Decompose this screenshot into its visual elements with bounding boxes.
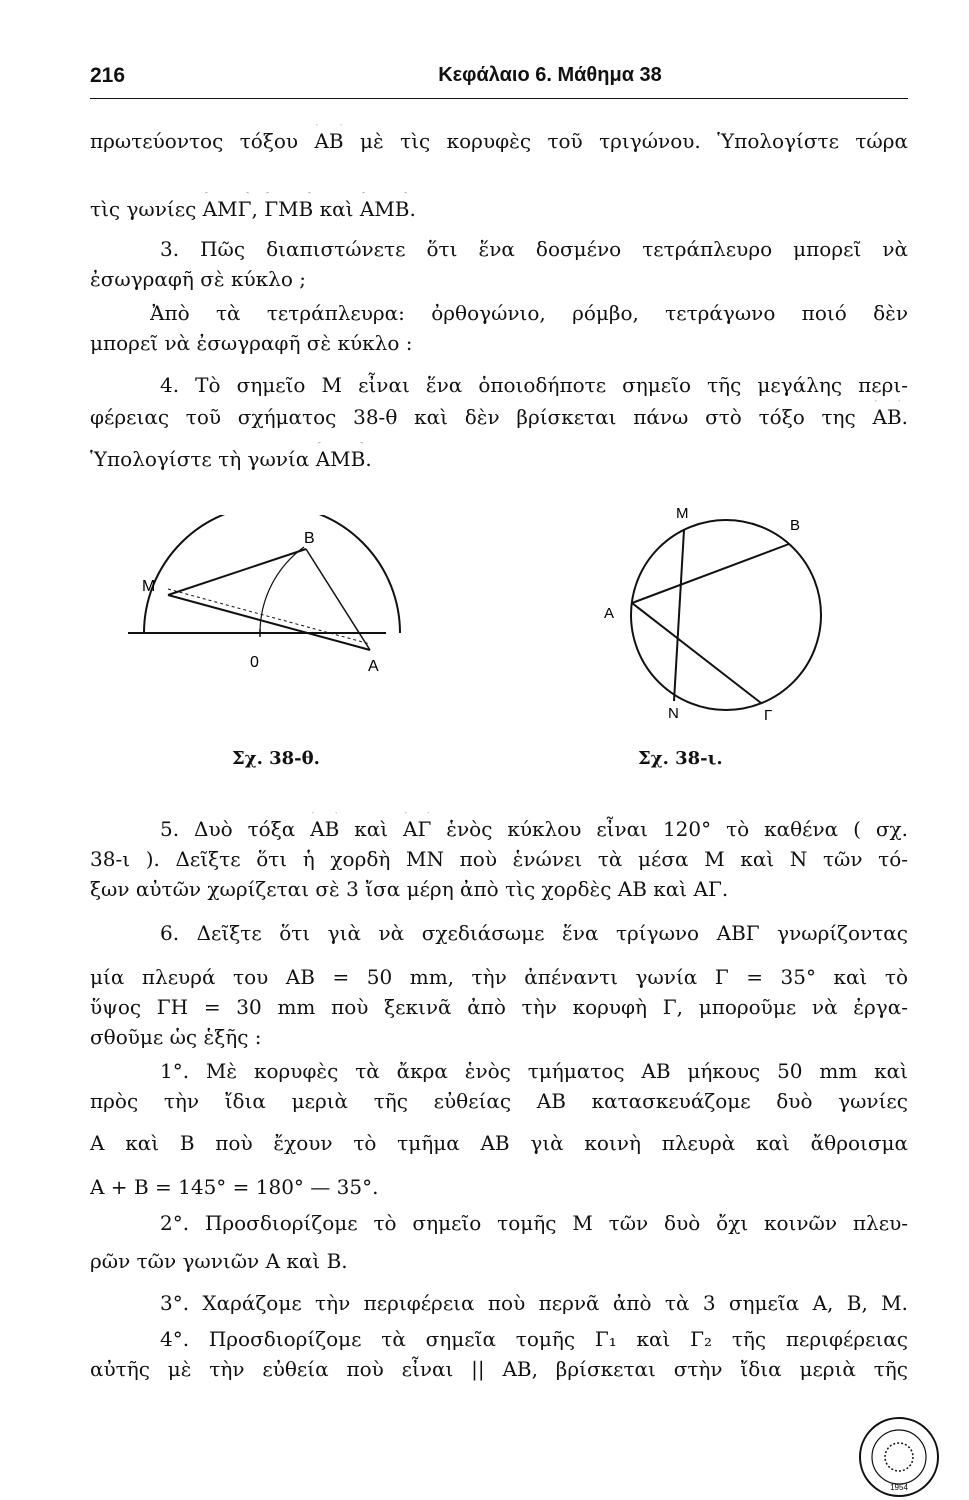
angle-A: Α <box>90 1170 104 1204</box>
page-number: 216 <box>90 64 126 87</box>
exercise-5-line-3: ξων αὐτῶν χωρίζεται σὲ 3 ἴσα μέρη ἀπὸ τὶς χορδὲς ΑΒ καὶ ΑΓ. <box>90 877 729 901</box>
caption-38-iota: Σχ. 38-ι. <box>638 748 723 769</box>
caption-38-theta: Σχ. 38-θ. <box>232 748 320 769</box>
text-line-2: τὶς γωνίες ΑΜΓ, ΓΜΒ καὶ ΑΜΒ. <box>90 192 908 226</box>
arc-AG: ΑΓ <box>403 812 431 846</box>
exercise-4-line-3: Ὑπολογίστε τὴ γωνία ΑΜΒ. <box>90 442 908 476</box>
exercise-3-line-4: μπορεῖ νὰ ἐσωγραφῆ σὲ κύκλο : <box>90 331 413 355</box>
label-M: M <box>676 505 689 522</box>
step-4-line-1: 4°. Προσδιορίζομε τὰ σημεῖα τομῆς Γ₁ καὶ Γ₂ τῆς περιφέρειας <box>160 1327 908 1351</box>
angle-B: Β <box>327 1244 342 1278</box>
step-1-line-1: 1°. Μὲ κορυφὲς τὰ ἄκρα ἑνὸς τμήματος ΑΒ μήκους 50 mm καὶ <box>160 1059 908 1083</box>
exercise-3-line-2: ἐσωγραφῆ σὲ κύκλο ; <box>90 267 306 291</box>
label-N: N <box>668 705 679 722</box>
foundation-seal <box>858 1416 940 1498</box>
exercise-5-line-2: 38-ι ). Δεῖξτε ὅτι ἡ χορδὴ ΜΝ ποὺ ἑνώνει τὰ μέσα Μ καὶ Ν τῶν τό- <box>90 847 908 871</box>
small-arc <box>260 547 304 633</box>
step-4-line-2: αὐτῆς μὲ τὴν εὐθεία ποὺ εἶναι || ΑΒ, βρίσκεται στὴν ἴδια μεριὰ τῆς <box>90 1357 908 1381</box>
label-A: A <box>368 658 379 675</box>
arc-AMB: ΑΜΒ <box>316 442 366 476</box>
line-AG <box>632 603 761 703</box>
arc-AMG: ΑΜΓ <box>203 192 252 226</box>
line-AB <box>632 544 789 603</box>
angle-B: Β <box>180 1126 195 1160</box>
header-rule <box>90 98 908 99</box>
arc-AB: ΑΒ <box>310 812 339 846</box>
chord-MN <box>674 530 684 701</box>
circle <box>631 520 821 710</box>
chapter-title: Κεφάλαιο 6. Μάθημα 38 <box>438 64 662 86</box>
exercise-5-line-1: 5. Δυὸ τόξα ΑΒ καὶ ΑΓ ἑνὸς κύκλου εἶναι 120° τὸ καθένα ( σχ. <box>160 812 908 846</box>
exercise-3-line-1: 3. Πῶς διαπιστώνετε ὅτι ἕνα δοσμένο τετράπλευρο μπορεῖ νὰ <box>160 237 908 261</box>
step-2-line-1: 2°. Προσδιορίζομε τὸ σημεῖο τομῆς Μ τῶν δυὸ ὄχι κοινῶν πλευ- <box>160 1211 908 1235</box>
step-2-line-2: ρῶν τῶν γωνιῶν Α καὶ Β. <box>90 1244 908 1278</box>
exercise-4-line-2: φέρειας τοῦ σχήματος 38-θ καὶ δὲν βρίσκεται πάνω στὸ τόξο της ΑΒ. <box>90 400 908 434</box>
label-O: 0 <box>250 654 259 671</box>
angle-A: Α <box>90 1126 104 1160</box>
figure-38-iota <box>596 500 834 722</box>
label-B: B <box>304 530 315 547</box>
angle-A: Α <box>266 1244 280 1278</box>
label-M: M <box>142 578 156 595</box>
dashed-line <box>168 589 370 644</box>
exercise-6-line-2: μία πλευρά του ΑΒ = 50 mm, τὴν ἀπέναντι γωνία Γ = 35° καὶ τὸ <box>90 960 908 994</box>
page-header <box>90 64 908 100</box>
exercise-3-line-3: Ἀπὸ τὰ τετράπλευρα: ὀρθογώνιο, ρόμβο, τετράγωνο ποιό δὲν <box>150 301 908 325</box>
line-MB <box>168 549 306 595</box>
angle-B: Β <box>134 1170 149 1204</box>
figure-38-theta <box>128 515 410 695</box>
step-3-line-1: 3°. Χαράζομε τὴν περιφέρεια ποὺ περνᾶ ἀπὸ τὰ 3 σημεῖα Α, Β, Μ. <box>160 1291 908 1315</box>
exercise-6-line-4: σθοῦμε ὡς ἑξῆς : <box>90 1025 262 1049</box>
step-1-line-3: Α καὶ Β ποὺ ἔχουν τὸ τμῆμα ΑΒ γιὰ κοινὴ πλευρὰ καὶ ἄθροισμα <box>90 1126 908 1160</box>
label-A: A <box>604 605 615 622</box>
exercise-6-line-1: 6. Δεῖξτε ὅτι γιὰ νὰ σχεδιάσωμε ἕνα τρίγωνο ΑΒΓ γνωρίζοντας <box>160 921 908 945</box>
arc-GMB: ΓΜΒ <box>264 192 313 226</box>
seal-year: 1954 <box>890 1483 908 1492</box>
exercise-4-line-1: 4. Τὸ σημεῖο Μ εἶναι ἕνα ὁποιοδήποτε σημεῖο τῆς μεγάλης περι- <box>160 373 908 397</box>
label-G: Γ <box>764 707 773 722</box>
arc-AMB: ΑΜΒ <box>360 192 410 226</box>
text-line-1: πρωτεύοντος τόξου ΑΒ μὲ τὶς κορυφὲς τοῦ τριγώνου. Ὑπολογίστε τώρα <box>90 124 908 158</box>
exercise-6-line-3: ὕψος ΓΗ = 30 mm ποὺ ξεκινᾶ ἀπὸ τὴν κορυφὴ Γ, μποροῦμε νὰ ἐργα- <box>90 995 908 1019</box>
step-1-line-2: πρὸς τὴν ἴδια μεριὰ τῆς εὐθείας ΑΒ κατασκευάζομε δυὸ γωνίες <box>90 1089 908 1113</box>
step-1-line-4: Α + Β = 145° = 180° — 35°. <box>90 1170 908 1204</box>
arc-AB: ΑΒ <box>873 400 902 434</box>
arc-AB: ΑΒ <box>314 124 343 158</box>
semicircle <box>144 515 400 633</box>
label-B: B <box>790 517 801 534</box>
angle-G: Γ <box>715 960 729 994</box>
